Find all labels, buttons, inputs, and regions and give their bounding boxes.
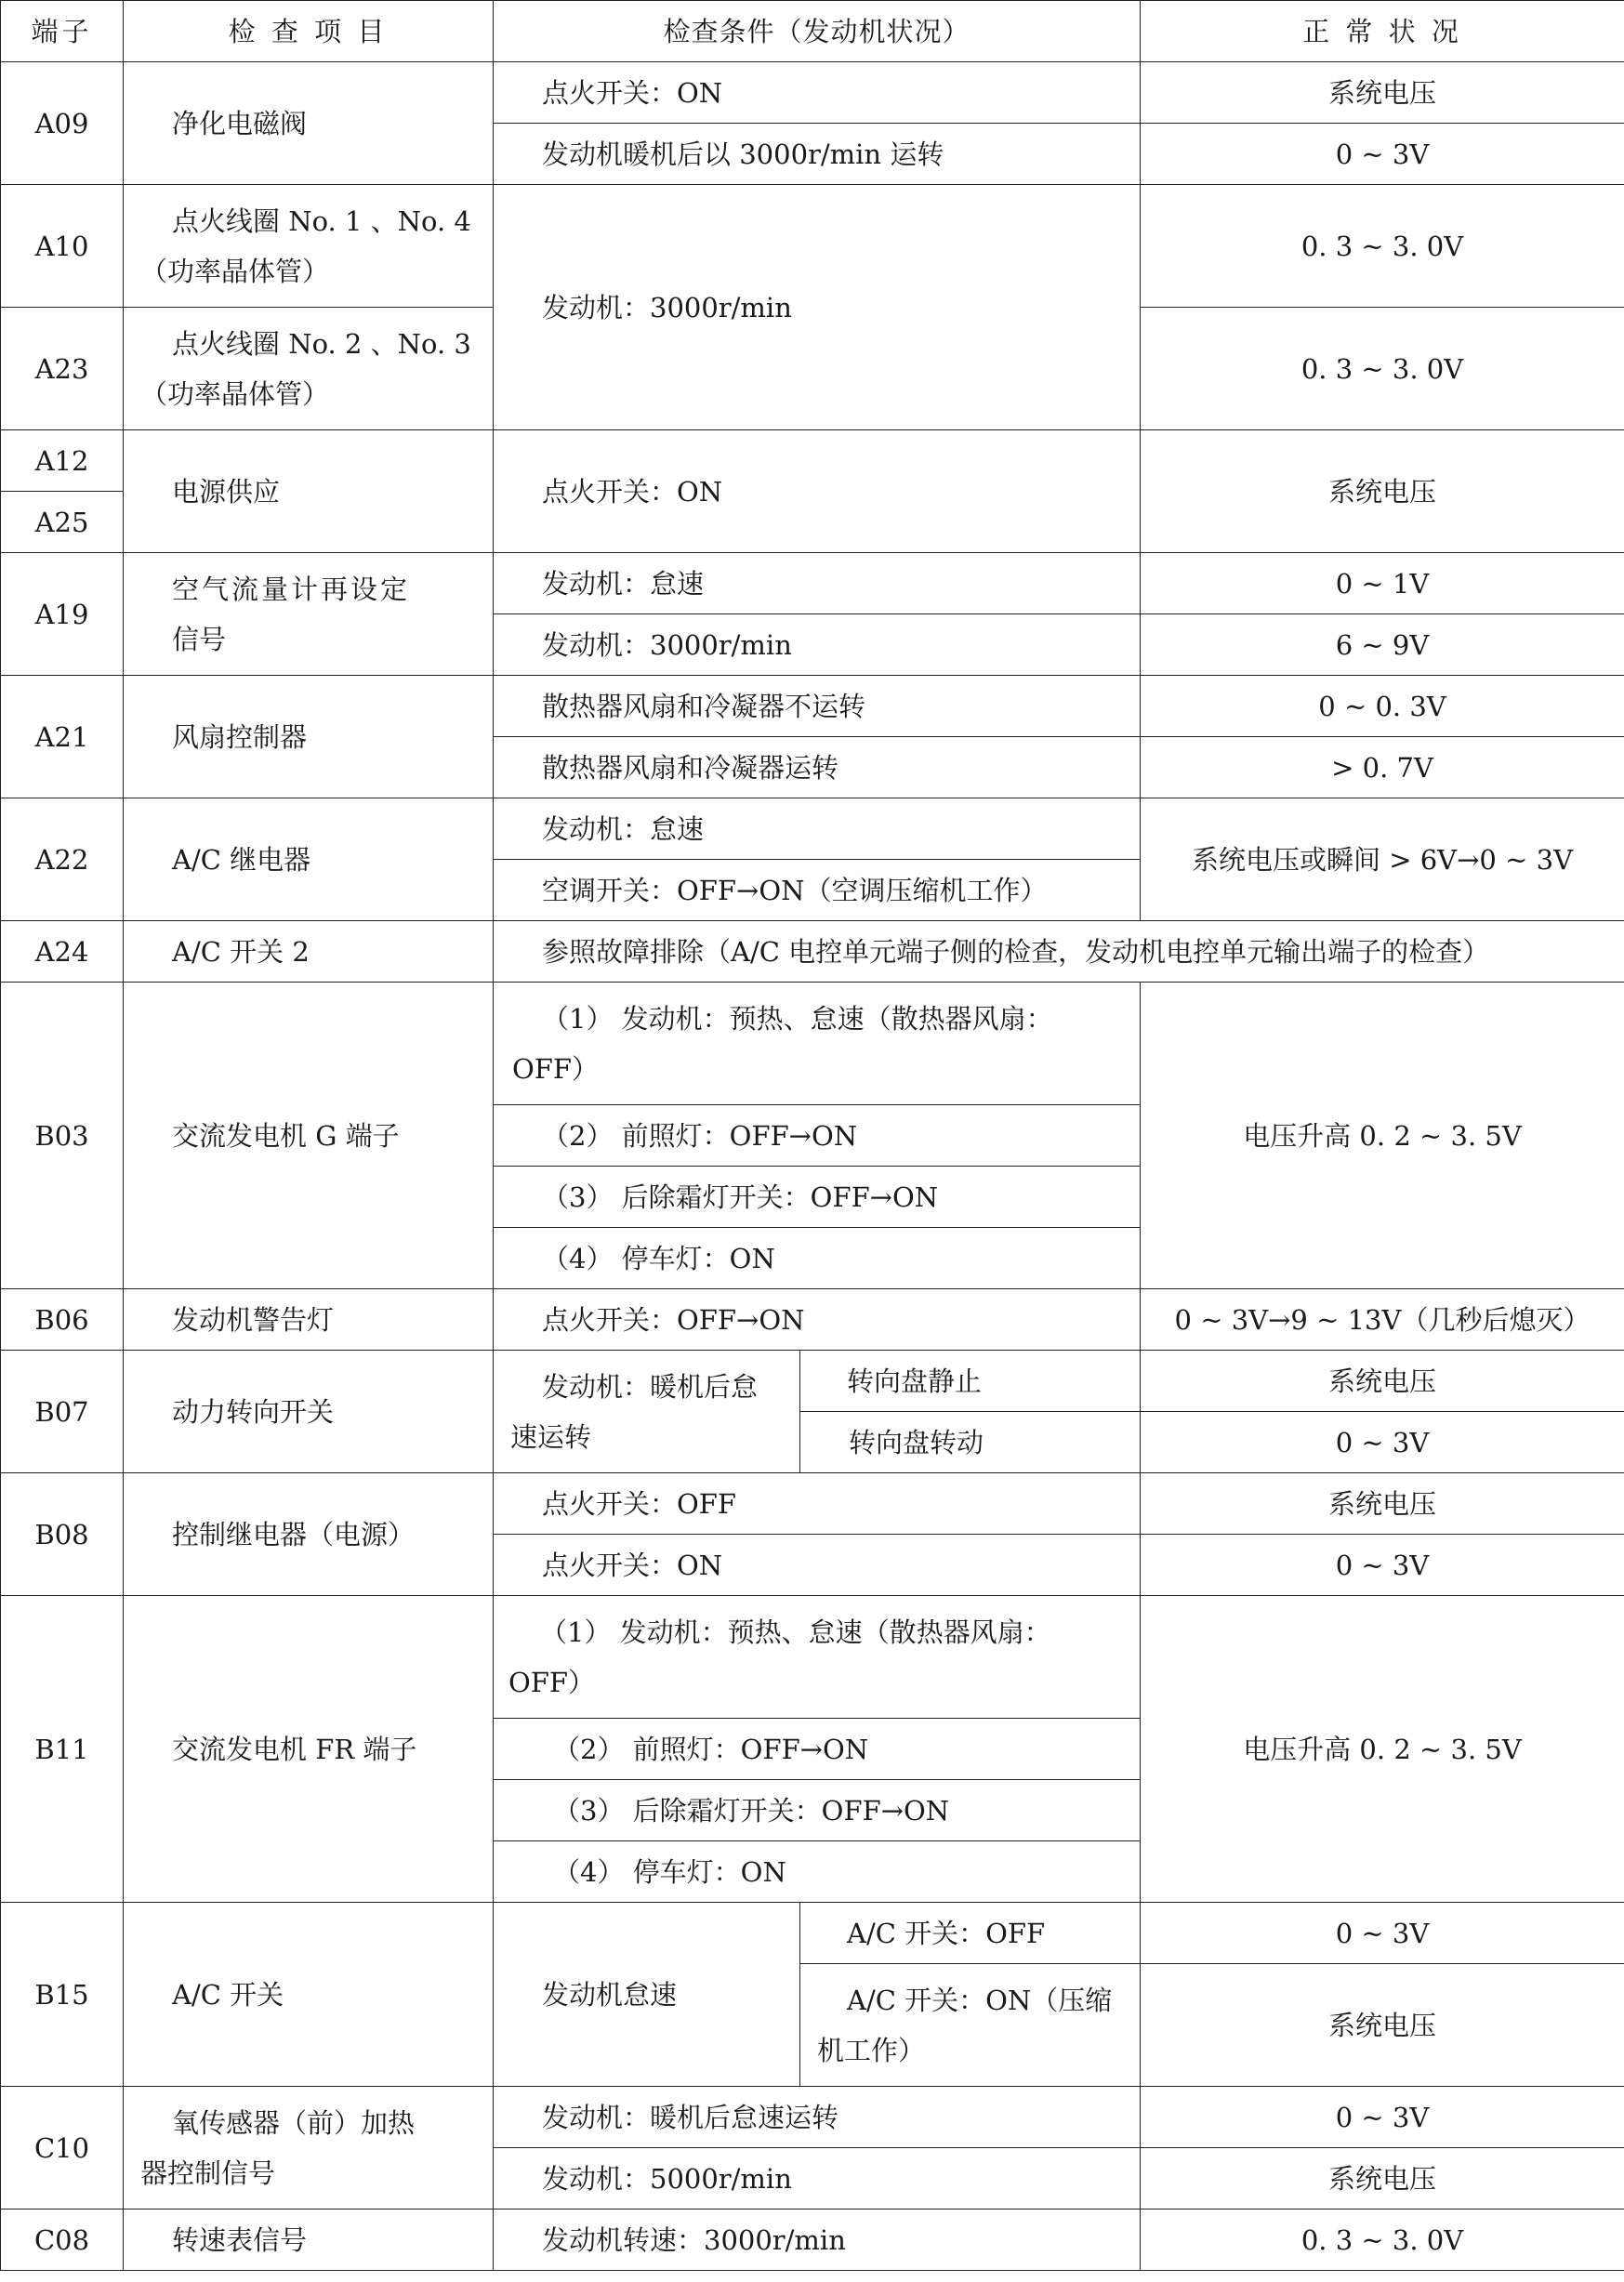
- item-cell: 发动机警告灯: [124, 1289, 494, 1351]
- condition-cell: （3） 后除霜灯开关：OFF→ON: [494, 1167, 1141, 1228]
- item-line: 信号: [172, 623, 227, 655]
- subcondition-cell: [800, 1964, 1141, 2087]
- header-row: [1, 1, 1624, 62]
- terminal-cell: A25: [1, 492, 124, 553]
- item-cell: 电源供应: [124, 430, 494, 553]
- table-row: [1, 983, 1624, 1105]
- value-cell: 0 ~ 3V: [1141, 2087, 1624, 2148]
- condition-cell: 发动机：怠速: [494, 553, 1141, 614]
- condition-cell: 空调开关：OFF→ON（空调压缩机工作）: [494, 860, 1141, 921]
- item-line: 器控制信号: [140, 2157, 276, 2189]
- item-cell: 控制继电器（电源）: [124, 1473, 494, 1596]
- item-cell: 动力转向开关: [124, 1351, 494, 1473]
- terminal-cell: A10: [1, 185, 124, 308]
- condition-cell: [494, 983, 1141, 1105]
- value-cell: 0 ~ 3V: [1141, 124, 1624, 185]
- terminal-cell: B11: [1, 1596, 124, 1903]
- condition-cell: [494, 1596, 1141, 1719]
- condition-cell: 发动机：暖机后怠速运转: [494, 2087, 1141, 2148]
- condition-cell: 发动机：5000r/min: [494, 2148, 1141, 2209]
- value-cell: 0 ~ 3V: [1141, 1903, 1624, 1964]
- header-terminal: 端子: [1, 1, 124, 62]
- header-condition: 检查条件（发动机状况）: [494, 1, 1141, 62]
- terminal-cell: C10: [1, 2087, 124, 2209]
- condition-cell: 发动机：3000r/min: [494, 185, 1141, 430]
- item-cell: [124, 2087, 494, 2209]
- item-line: （功率晶体管）: [140, 255, 330, 287]
- condition-line: OFF）: [508, 1666, 596, 1698]
- condition-cell: 散热器风扇和冷凝器运转: [494, 737, 1141, 798]
- terminal-cell: A12: [1, 430, 124, 492]
- condition-cell: 发动机：3000r/min: [494, 614, 1141, 676]
- condition-cell: 发动机：怠速: [494, 798, 1141, 860]
- table-row: [1, 1351, 1624, 1412]
- table-row: [1, 798, 1624, 860]
- condition-line: OFF）: [512, 1052, 600, 1085]
- table-row: [1, 921, 1624, 983]
- terminal-cell: A19: [1, 553, 124, 676]
- item-cell: [124, 308, 494, 430]
- condition-cell: 发动机怠速: [494, 1903, 800, 2087]
- value-cell: 系统电压或瞬间 > 6V→0 ~ 3V: [1141, 798, 1624, 921]
- terminal-cell: B15: [1, 1903, 124, 2087]
- item-cell: 交流发电机 FR 端子: [124, 1596, 494, 1903]
- condition-cell: （4） 停车灯：ON: [494, 1841, 1141, 1903]
- item-line: （功率晶体管）: [140, 377, 330, 410]
- value-cell: 系统电压: [1141, 1964, 1624, 2087]
- terminal-cell: B06: [1, 1289, 124, 1351]
- item-cell: [124, 553, 494, 676]
- value-cell: 系统电压: [1141, 1473, 1624, 1535]
- value-cell: 0. 3 ~ 3. 0V: [1141, 2209, 1624, 2271]
- condition-cell: 发动机暖机后以 3000r/min 运转: [494, 124, 1141, 185]
- terminal-cell: B03: [1, 983, 124, 1289]
- table-row: [1, 430, 1624, 492]
- header-normal: 正 常 状 况: [1141, 1, 1624, 62]
- value-cell: 6 ~ 9V: [1141, 614, 1624, 676]
- table-row: [1, 676, 1624, 737]
- subcondition-line: 机工作）: [817, 2034, 926, 2066]
- item-cell: A/C 继电器: [124, 798, 494, 921]
- value-cell: 系统电压: [1141, 1351, 1624, 1412]
- item-cell: 交流发电机 G 端子: [124, 983, 494, 1289]
- terminal-cell: B08: [1, 1473, 124, 1596]
- condition-cell: 点火开关：OFF→ON: [494, 1289, 1141, 1351]
- value-cell: 系统电压: [1141, 430, 1624, 553]
- condition-cell: （2） 前照灯：OFF→ON: [494, 1105, 1141, 1167]
- item-cell: 转速表信号: [124, 2209, 494, 2271]
- value-cell: 电压升高 0. 2 ~ 3. 5V: [1141, 1596, 1624, 1903]
- table-row: [1, 1903, 1624, 1964]
- terminal-cell: C08: [1, 2209, 124, 2271]
- value-cell: 0. 3 ~ 3. 0V: [1141, 308, 1624, 430]
- item-cell: [124, 185, 494, 308]
- subcondition-cell: 转向盘转动: [800, 1412, 1141, 1473]
- value-cell: 0 ~ 1V: [1141, 553, 1624, 614]
- item-cell: 净化电磁阀: [124, 62, 494, 185]
- value-cell: 0 ~ 3V→9 ~ 13V（几秒后熄灭）: [1141, 1289, 1624, 1351]
- table-row: [1, 553, 1624, 614]
- terminal-cell: A23: [1, 308, 124, 430]
- terminal-cell: A21: [1, 676, 124, 798]
- value-cell: 电压升高 0. 2 ~ 3. 5V: [1141, 983, 1624, 1289]
- table-row: [1, 1596, 1624, 1719]
- subcondition-cell: A/C 开关：OFF: [800, 1903, 1141, 1964]
- value-cell: 0 ~ 3V: [1141, 1535, 1624, 1596]
- item-line: 氧传感器（前）加热: [172, 2106, 416, 2139]
- condition-line: 速运转: [510, 1420, 592, 1453]
- terminal-cell: A22: [1, 798, 124, 921]
- condition-cell: 散热器风扇和冷凝器不运转: [494, 676, 1141, 737]
- condition-line: （1） 发动机：预热、怠速（散热器风扇：: [540, 1616, 1051, 1648]
- value-cell: 0 ~ 3V: [1141, 1412, 1624, 1473]
- condition-cell: 发动机转速：3000r/min: [494, 2209, 1141, 2271]
- terminal-cell: A24: [1, 921, 124, 983]
- header-item: 检 查 项 目: [124, 1, 494, 62]
- subcondition-line: A/C 开关：ON（压缩: [847, 1984, 1113, 2016]
- value-cell: 0 ~ 0. 3V: [1141, 676, 1624, 737]
- table-row: [1, 62, 1624, 124]
- table-row: [1, 2209, 1624, 2271]
- value-cell: > 0. 7V: [1141, 737, 1624, 798]
- condition-cell: （4） 停车灯：ON: [494, 1228, 1141, 1289]
- item-line: 点火线圈 No. 1 、No. 4: [172, 204, 471, 237]
- value-cell: 0. 3 ~ 3. 0V: [1141, 185, 1624, 308]
- condition-cell: （2） 前照灯：OFF→ON: [494, 1719, 1141, 1780]
- item-cell: A/C 开关 2: [124, 921, 494, 983]
- table-row: [1, 2087, 1624, 2148]
- condition-line: （1） 发动机：预热、怠速（散热器风扇：: [542, 1002, 1053, 1035]
- value-cell: 系统电压: [1141, 62, 1624, 124]
- condition-cell: 点火开关：OFF: [494, 1473, 1141, 1535]
- condition-cell: 点火开关：ON: [494, 1535, 1141, 1596]
- condition-cell: 点火开关：ON: [494, 62, 1141, 124]
- table-row: [1, 185, 1624, 308]
- condition-cell: 点火开关：ON: [494, 430, 1141, 553]
- condition-cell: [494, 1351, 800, 1473]
- item-line: 点火线圈 No. 2 、No. 3: [172, 327, 471, 360]
- terminal-cell: B07: [1, 1351, 124, 1473]
- table-row: [1, 1473, 1624, 1535]
- condition-cell: 参照故障排除（A/C 电控单元端子侧的检查，发动机电控单元输出端子的检查）: [494, 921, 1624, 983]
- subcondition-cell: 转向盘静止: [800, 1351, 1141, 1412]
- item-line: 空气流量计再设定: [172, 573, 411, 605]
- value-cell: 系统电压: [1141, 2148, 1624, 2209]
- item-cell: A/C 开关: [124, 1903, 494, 2087]
- condition-cell: （3） 后除霜灯开关：OFF→ON: [494, 1780, 1141, 1841]
- item-cell: 风扇控制器: [124, 676, 494, 798]
- terminal-cell: A09: [1, 62, 124, 185]
- table-row: [1, 1289, 1624, 1351]
- condition-line: 发动机：暖机后怠: [542, 1370, 759, 1403]
